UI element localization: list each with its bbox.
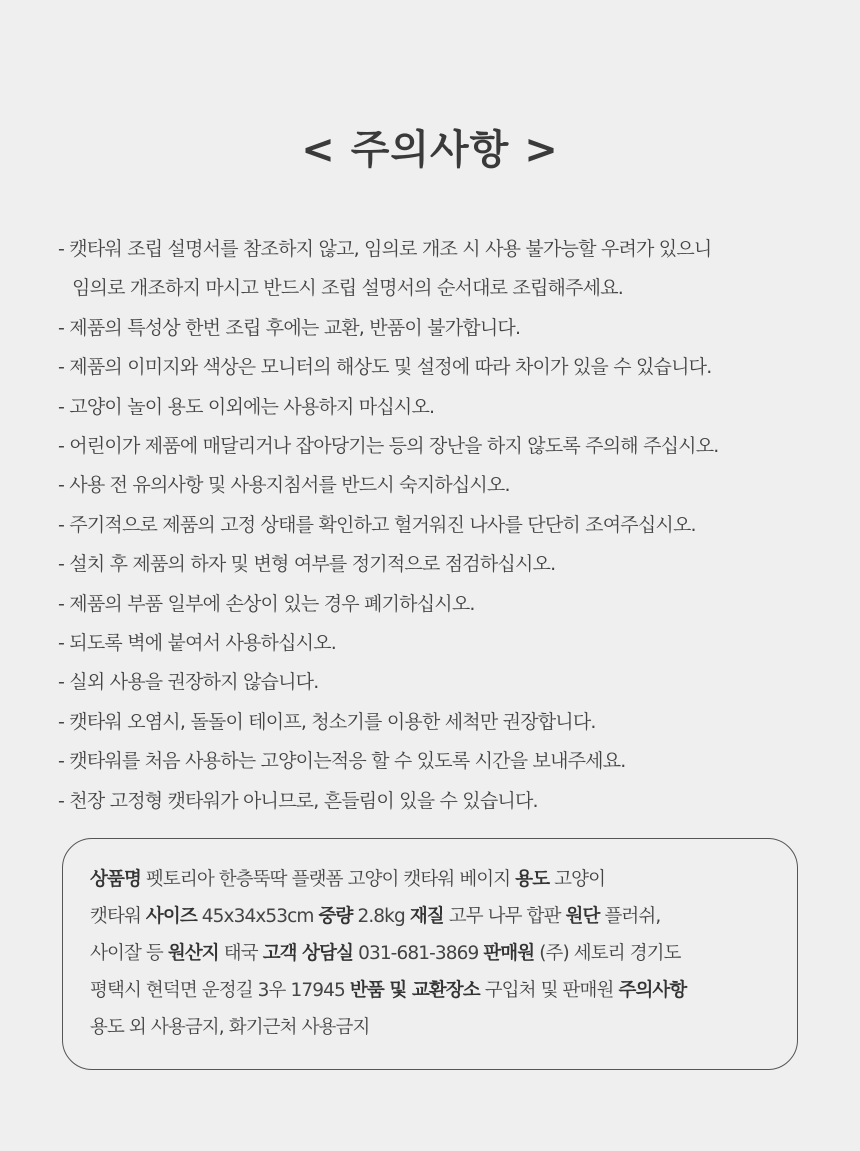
info-value: 고양이 — [549, 869, 606, 890]
notice-item — [58, 585, 838, 624]
info-value: 플러쉬, — [599, 906, 661, 927]
notice-item — [58, 427, 838, 466]
notice-text-continued: 임의로 개조하지 마시고 반드시 조립 설명서의 순서대로 조립해주세요. — [72, 277, 623, 300]
info-line — [90, 1009, 777, 1046]
notice-item — [58, 466, 838, 505]
info-value: 태국 — [218, 943, 263, 964]
notice-text: - 어린이가 제품에 매달리거나 잡아당기는 등의 장난을 하지 않도록 주의해 주십시오. — [58, 435, 719, 458]
info-value: 용도 외 사용금지, 화기근처 사용금지 — [90, 1017, 370, 1038]
notice-text: - 되도록 벽에 붙여서 사용하십시오. — [58, 632, 337, 655]
notice-text: - 사용 전 유의사항 및 사용지침서를 반드시 숙지하십시오. — [58, 474, 510, 497]
notice-item — [58, 742, 838, 781]
notice-text: - 천장 고정형 캣타워가 아니므로, 흔들림이 있을 수 있습니다. — [58, 789, 538, 812]
info-label: 반품 및 교환장소 — [349, 980, 480, 1001]
info-value: 사이잘 등 — [90, 943, 168, 964]
notice-text: - 캣타워를 처음 사용하는 고양이는적응 할 수 있도록 시간을 보내주세요. — [58, 750, 626, 773]
info-value: 구입처 및 판매원 — [479, 980, 619, 1001]
info-label: 고객 상담실 — [262, 943, 354, 964]
notice-text: - 제품의 이미지와 색상은 모니터의 해상도 및 설정에 따라 차이가 있을 수 있습니다. — [58, 356, 712, 379]
info-line — [90, 935, 777, 972]
info-line — [90, 898, 777, 935]
info-label: 용도 — [515, 869, 550, 890]
notice-text: - 캣타워 조립 설명서를 참조하지 않고, 임의로 개조 시 사용 불가능할 우려가 있으니 — [58, 238, 712, 260]
notice-item — [58, 782, 838, 821]
info-line — [90, 861, 777, 898]
info-value: 캣타워 — [90, 906, 146, 927]
notice-text: - 고양이 놀이 용도 이외에는 사용하지 마십시오. — [58, 395, 435, 418]
notice-item — [58, 624, 838, 663]
notice-text: - 실외 사용을 권장하지 않습니다. — [58, 671, 319, 694]
info-value: 평택시 현덕면 운정길 3우 17945 — [90, 980, 350, 1001]
notice-text: - 제품의 부품 일부에 손상이 있는 경우 폐기하십시오. — [58, 592, 475, 615]
info-label: 판매원 — [483, 943, 535, 964]
info-value: 고무 나무 합판 — [443, 906, 566, 927]
notice-item — [58, 348, 838, 387]
notice-list — [58, 230, 838, 821]
info-label: 상품명 — [90, 869, 141, 890]
notice-item — [58, 388, 838, 427]
info-line — [90, 972, 777, 1009]
product-info-box — [62, 838, 798, 1070]
info-label: 중량 — [318, 906, 353, 927]
notice-text: - 캣타워 오염시, 돌돌이 테이프, 청소기를 이용한 세척만 권장합니다. — [58, 710, 596, 733]
notice-text: - 설치 후 제품의 하자 및 변형 여부를 정기적으로 점검하십시오. — [58, 553, 556, 576]
info-label: 재질 — [409, 906, 444, 927]
info-value: 펫토리아 한층뚝딱 플랫폼 고양이 캣타워 베이지 — [140, 869, 516, 890]
info-label: 원단 — [565, 906, 600, 927]
info-label: 사이즈 — [145, 906, 197, 927]
page-title: < 주의사항 > — [301, 127, 559, 173]
info-value: (주) 세토리 경기도 — [534, 943, 681, 964]
info-label: 원산지 — [167, 943, 219, 964]
notice-item — [58, 230, 838, 309]
info-value: 031-681-3869 — [353, 943, 484, 964]
notice-item — [58, 309, 838, 348]
info-label: 주의사항 — [618, 980, 687, 1001]
notice-item — [58, 703, 838, 742]
info-value: 2.8kg — [352, 906, 410, 927]
notice-item — [58, 506, 838, 545]
notice-text: - 주기적으로 제품의 고정 상태를 확인하고 헐거워진 나사를 단단히 조여주십시오. — [58, 513, 696, 536]
notice-item — [58, 545, 838, 584]
notice-text: - 제품의 특성상 한번 조립 후에는 교환, 반품이 불가합니다. — [58, 316, 521, 339]
info-value: 45x34x53cm — [196, 906, 319, 927]
notice-item — [58, 663, 838, 702]
